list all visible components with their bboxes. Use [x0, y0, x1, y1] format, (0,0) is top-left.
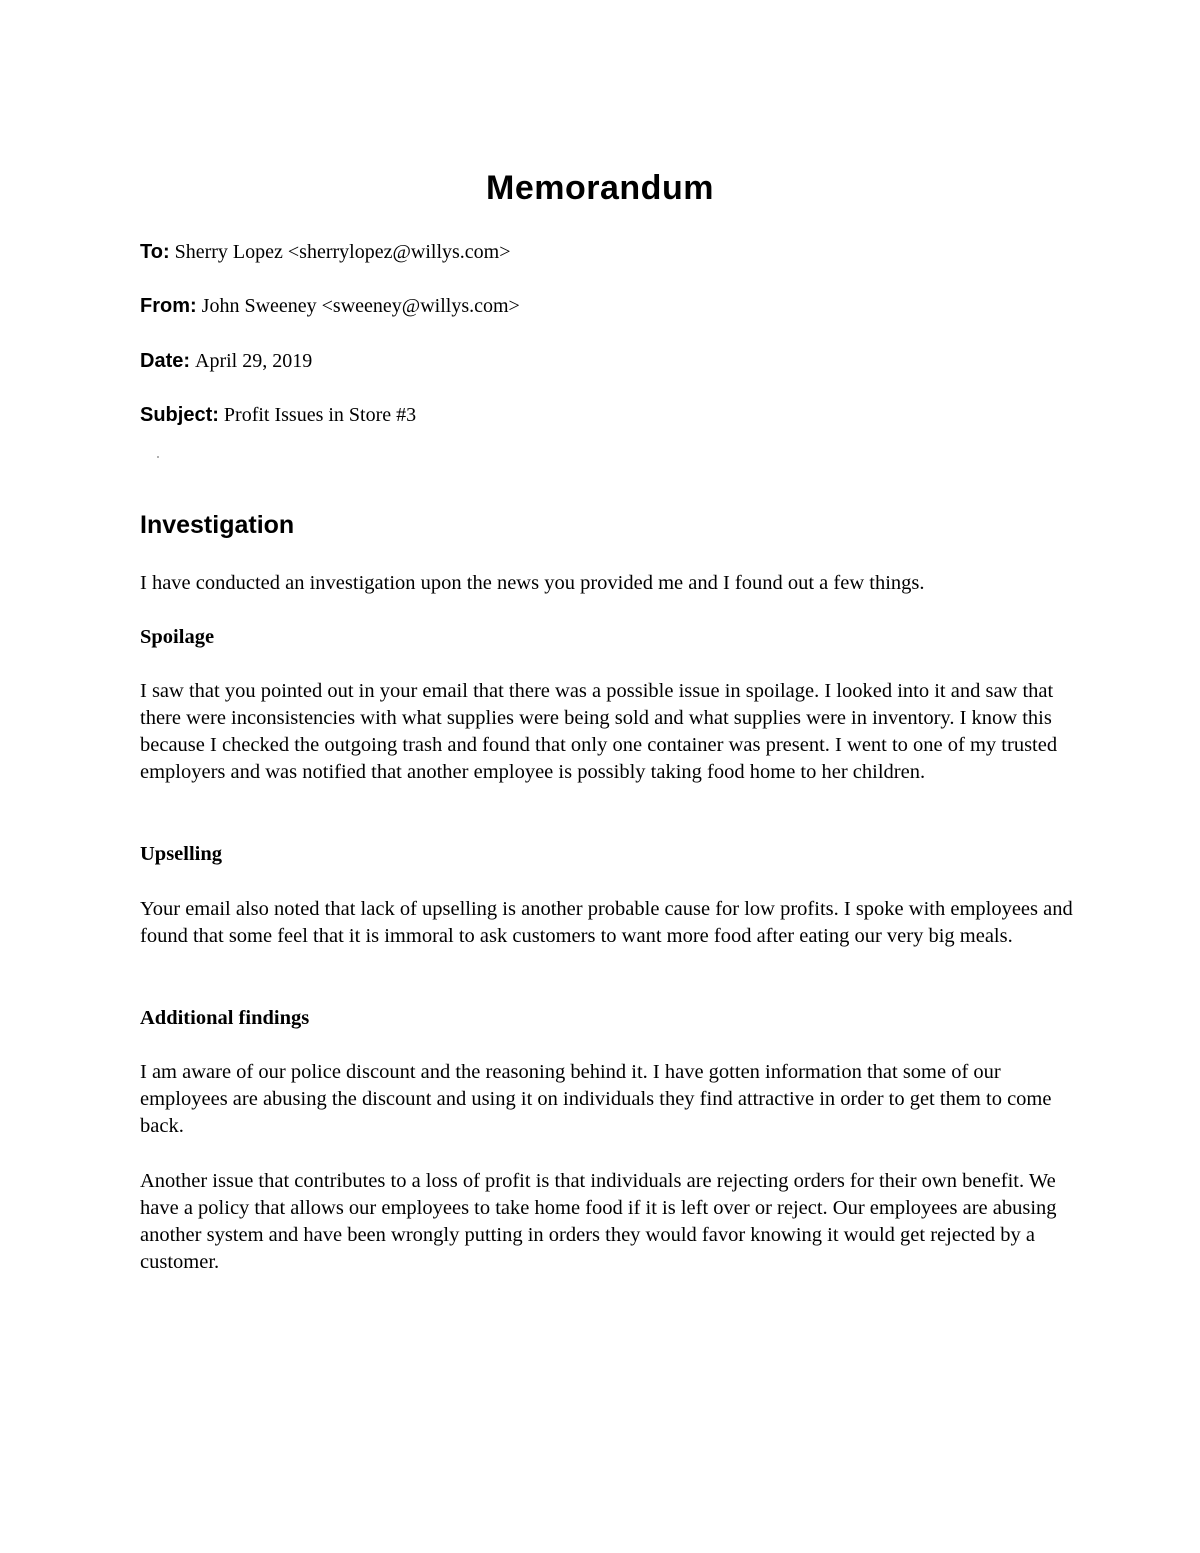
from-value: John Sweeney <sweeney@willys.com>	[201, 295, 520, 317]
subject-label: Subject:	[140, 404, 219, 426]
to-line	[140, 238, 511, 266]
additional-paragraph-2: Another issue that contributes to a loss of profit is that individuals are rejecting orders for their own benefit. We have a policy that allows our employees to take home food if it is left over or reject. Our employees are abusing another system and have been wrongly putting in orders they would favor knowing it would get rejected by a customer.	[140, 1170, 1057, 1273]
section-heading: Investigation	[140, 511, 295, 539]
stray-mark	[157, 456, 159, 458]
subject-value: Profit Issues in Store #3	[223, 404, 417, 426]
date-label: Date:	[140, 350, 191, 372]
upselling-paragraph: Your email also noted that lack of upselling is another probable cause for low profits. I spoke with employees and found that some feel that it is immoral to ask customers to want more food after eating our very big meals.	[140, 898, 1073, 947]
spoilage-paragraph: I saw that you pointed out in your email that there was a possible issue in spoilage. I looked into it and saw that there were inconsistencies with what supplies were being sold and what supplies were in inventory. I know this because I checked the outgoing trash and found that only one container was present. I went to one of my trusted employers and was notified that another employee is possibly taking food home to her children.	[140, 680, 1058, 783]
additional-paragraph-1: I am aware of our police discount and the reasoning behind it. I have gotten information that some of our employees are abusing the discount and using it on individuals they find attractive in order to get them to come back.	[140, 1061, 1052, 1137]
memo-title: Memorandum	[486, 169, 714, 207]
upselling-heading: Upselling	[140, 843, 223, 865]
spoilage-heading: Spoilage	[140, 626, 215, 648]
additional-findings-heading: Additional findings	[140, 1007, 310, 1029]
date-value: April 29, 2019	[195, 350, 313, 372]
to-label: To:	[140, 241, 170, 263]
from-line	[140, 292, 520, 320]
subject-line	[140, 401, 416, 429]
date-line	[140, 347, 312, 375]
from-label: From:	[140, 295, 197, 317]
to-value: Sherry Lopez <sherrylopez@willys.com>	[174, 241, 511, 263]
intro-paragraph: I have conducted an investigation upon the news you provided me and I found out a few things.	[140, 572, 925, 594]
